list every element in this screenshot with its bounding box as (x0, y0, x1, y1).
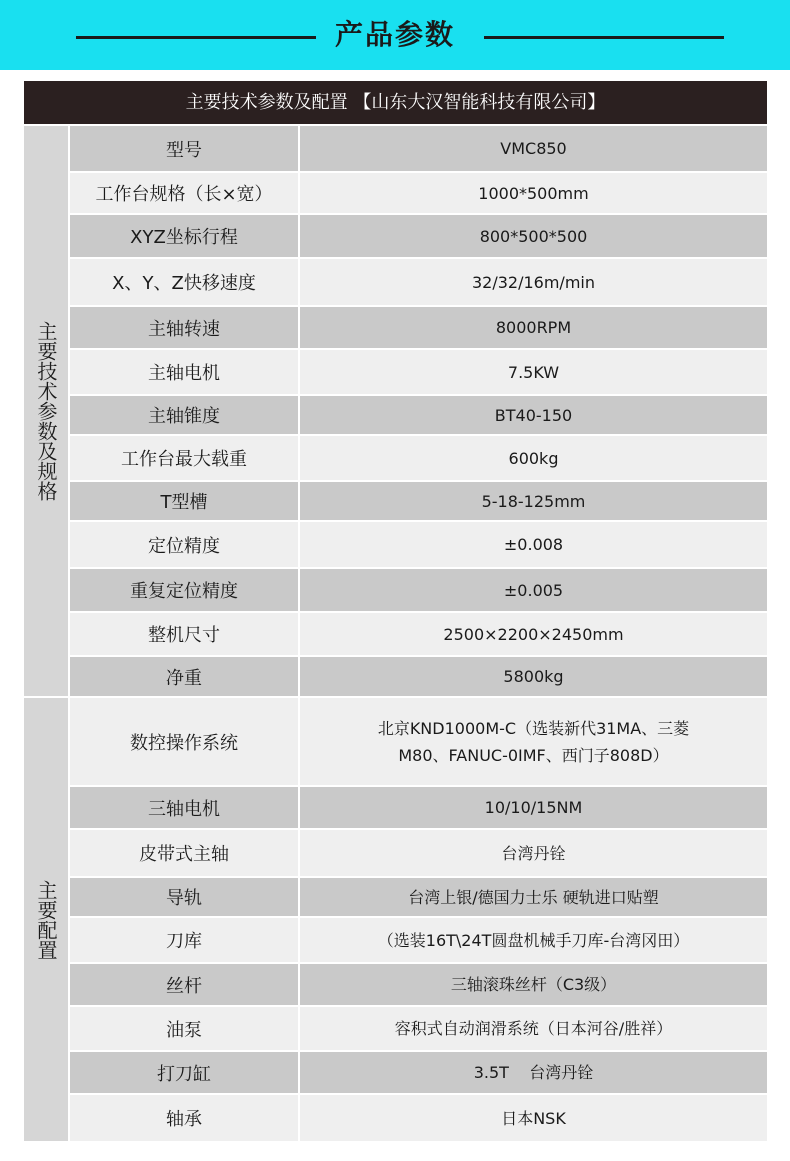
row-value: 3.5T 台湾丹铨 (300, 1052, 767, 1093)
row-label: 皮带式主轴 (70, 830, 298, 876)
row-value: 8000RPM (300, 307, 767, 348)
row-value: 5-18-125mm (300, 482, 767, 520)
row-label: 型号 (70, 126, 298, 171)
table-header: 主要技术参数及配置 【山东大汉智能科技有限公司】 (24, 81, 767, 124)
section-tech-specs (24, 126, 68, 696)
row-value: 台湾丹铨 (300, 830, 767, 876)
row-label: 数控操作系统 (70, 698, 298, 785)
row-label: 主轴转速 (70, 307, 298, 348)
section-label: 主要技术参数及规格 (34, 321, 58, 501)
row-label: 工作台最大载重 (70, 436, 298, 480)
row-value: BT40-150 (300, 396, 767, 434)
row-value: 7.5KW (300, 350, 767, 394)
row-label: 丝杆 (70, 964, 298, 1005)
row-value: 三轴滚珠丝杆（C3级） (300, 964, 767, 1005)
row-label: 导轨 (70, 878, 298, 916)
row-label: 工作台规格（长×宽） (70, 173, 298, 213)
row-value: 5800kg (300, 657, 767, 696)
row-value: VMC850 (300, 126, 767, 171)
row-label: 打刀缸 (70, 1052, 298, 1093)
row-label: T型槽 (70, 482, 298, 520)
row-label: XYZ坐标行程 (70, 215, 298, 257)
row-value: ±0.008 (300, 522, 767, 567)
section-configuration (24, 698, 68, 1141)
row-label: 油泵 (70, 1007, 298, 1050)
row-label: 净重 (70, 657, 298, 696)
section-label: 主要配置 (34, 879, 58, 960)
row-label: 刀库 (70, 918, 298, 962)
banner-right-line (484, 36, 724, 39)
spec-table (24, 81, 767, 1141)
row-value: 1000*500mm (300, 173, 767, 213)
row-label: 主轴电机 (70, 350, 298, 394)
banner-title: 产品参数 (334, 18, 455, 51)
row-label: 重复定位精度 (70, 569, 298, 611)
row-label: 主轴锥度 (70, 396, 298, 434)
row-value: 北京KND1000M-C（选装新代31MA、三菱M80、FANUC-0IMF、西门子808D） (300, 698, 767, 785)
row-value: 2500×2200×2450mm (300, 613, 767, 655)
row-value: 800*500*500 (300, 215, 767, 257)
row-value: 容积式自动润滑系统（日本河谷/胜祥） (300, 1007, 767, 1050)
title-banner (0, 0, 790, 70)
row-value: 32/32/16m/min (300, 259, 767, 305)
row-label: 整机尺寸 (70, 613, 298, 655)
row-value: 600kg (300, 436, 767, 480)
row-value: 10/10/15NM (300, 787, 767, 828)
row-value: （选装16T\24T圆盘机械手刀库-台湾冈田） (300, 918, 767, 962)
row-label: X、Y、Z快移速度 (70, 259, 298, 305)
row-label: 三轴电机 (70, 787, 298, 828)
row-value: ±0.005 (300, 569, 767, 611)
row-label: 定位精度 (70, 522, 298, 567)
row-label: 轴承 (70, 1095, 298, 1141)
row-value: 日本NSK (300, 1095, 767, 1141)
row-value: 台湾上银/德国力士乐 硬轨进口贴塑 (300, 878, 767, 916)
